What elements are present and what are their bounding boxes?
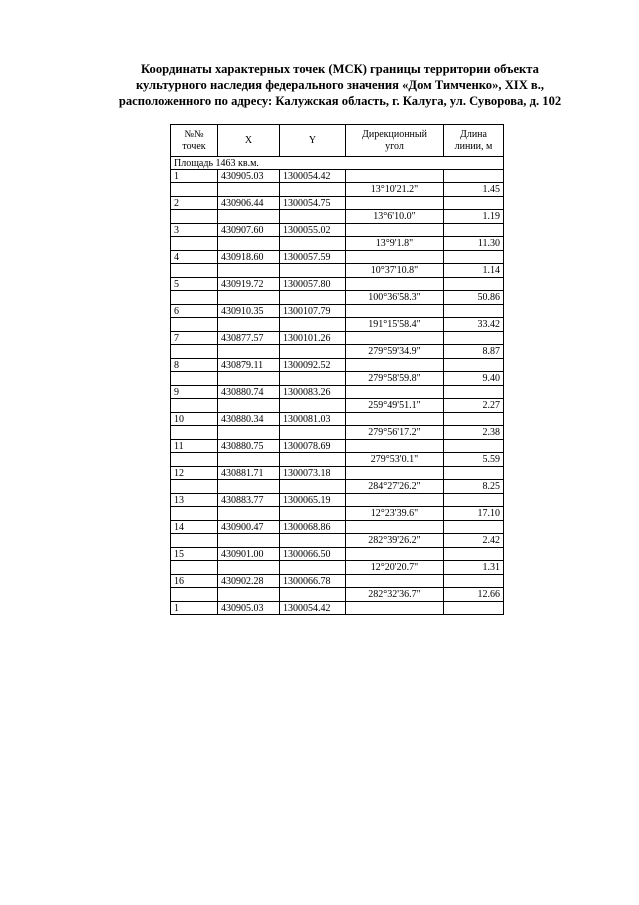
empty-cell — [218, 534, 280, 548]
segment-direction-angle: 279°53'0.1" — [346, 453, 444, 467]
segment-row — [171, 588, 504, 602]
point-number: 14 — [171, 521, 218, 534]
segment-row — [171, 480, 504, 494]
point-x: 430907.60 — [218, 224, 280, 237]
point-number: 15 — [171, 548, 218, 561]
point-y: 1300107.79 — [280, 305, 346, 318]
header-point-number-line1: №№ — [184, 128, 204, 140]
empty-cell — [346, 332, 444, 345]
segment-row — [171, 534, 504, 548]
segment-direction-angle: 13°10'21.2" — [346, 183, 444, 197]
empty-cell — [346, 494, 444, 507]
point-y: 1300068.86 — [280, 521, 346, 534]
empty-cell — [280, 534, 346, 548]
empty-cell — [171, 507, 218, 521]
segment-direction-angle: 282°32'36.7" — [346, 588, 444, 602]
point-row — [171, 386, 504, 399]
segment-length: 1.31 — [444, 561, 504, 575]
empty-cell — [280, 264, 346, 278]
empty-cell — [218, 507, 280, 521]
point-x: 430879.11 — [218, 359, 280, 372]
point-number: 12 — [171, 467, 218, 480]
point-number: 11 — [171, 440, 218, 453]
segment-length: 1.14 — [444, 264, 504, 278]
point-number: 6 — [171, 305, 218, 318]
point-y: 1300054.75 — [280, 197, 346, 210]
point-y: 1300083.26 — [280, 386, 346, 399]
empty-cell — [346, 575, 444, 588]
empty-cell — [280, 480, 346, 494]
empty-cell — [280, 426, 346, 440]
empty-cell — [280, 318, 346, 332]
table-header-row — [171, 125, 504, 157]
segment-row — [171, 291, 504, 305]
segment-row — [171, 345, 504, 359]
point-x: 430883.77 — [218, 494, 280, 507]
empty-cell — [280, 183, 346, 197]
segment-row — [171, 237, 504, 251]
point-number: 5 — [171, 278, 218, 291]
empty-cell — [346, 251, 444, 264]
coordinates-table — [170, 124, 504, 615]
empty-cell — [218, 210, 280, 224]
header-direction-angle — [346, 125, 444, 157]
header-angle-line2: угол — [385, 140, 404, 152]
empty-cell — [171, 237, 218, 251]
empty-cell — [171, 183, 218, 197]
empty-cell — [218, 372, 280, 386]
table-body — [171, 170, 504, 615]
empty-cell — [218, 318, 280, 332]
point-x: 430880.34 — [218, 413, 280, 426]
point-x: 430900.47 — [218, 521, 280, 534]
header-x: X — [218, 125, 280, 157]
point-y: 1300065.19 — [280, 494, 346, 507]
point-row — [171, 548, 504, 561]
empty-cell — [171, 291, 218, 305]
point-x: 430906.44 — [218, 197, 280, 210]
point-x: 430881.71 — [218, 467, 280, 480]
segment-direction-angle: 284°27'26.2" — [346, 480, 444, 494]
header-length-line2: линии, м — [454, 140, 493, 152]
point-number: 8 — [171, 359, 218, 372]
segment-length: 5.59 — [444, 453, 504, 467]
empty-cell — [280, 210, 346, 224]
point-row — [171, 224, 504, 237]
header-length-line1: Длина — [460, 128, 487, 140]
point-number: 4 — [171, 251, 218, 264]
segment-direction-angle: 259°49'51.1" — [346, 399, 444, 413]
header-line-length — [444, 125, 504, 157]
empty-cell — [218, 237, 280, 251]
area-row — [171, 157, 504, 170]
segment-row — [171, 399, 504, 413]
empty-cell — [444, 521, 504, 534]
empty-cell — [444, 170, 504, 183]
point-y: 1300073.18 — [280, 467, 346, 480]
empty-cell — [171, 345, 218, 359]
empty-cell — [346, 170, 444, 183]
empty-cell — [218, 453, 280, 467]
empty-cell — [218, 426, 280, 440]
empty-cell — [444, 251, 504, 264]
point-x: 430901.00 — [218, 548, 280, 561]
empty-cell — [171, 453, 218, 467]
empty-cell — [346, 224, 444, 237]
empty-cell — [346, 521, 444, 534]
segment-direction-angle: 13°9'1.8" — [346, 237, 444, 251]
title-line-3: расположенного по адресу: Калужская область, г. Калуга, ул. Суворова, д. 102 — [118, 94, 562, 108]
segment-direction-angle: 279°58'59.8" — [346, 372, 444, 386]
empty-cell — [280, 588, 346, 602]
point-row — [171, 521, 504, 534]
segment-length: 8.87 — [444, 345, 504, 359]
empty-cell — [171, 426, 218, 440]
point-row — [171, 197, 504, 210]
empty-cell — [280, 372, 346, 386]
segment-length: 11.30 — [444, 237, 504, 251]
segment-row — [171, 561, 504, 575]
segment-row — [171, 210, 504, 224]
empty-cell — [218, 345, 280, 359]
segment-direction-angle: 282°39'26.2" — [346, 534, 444, 548]
segment-row — [171, 318, 504, 332]
segment-direction-angle: 279°59'34.9" — [346, 345, 444, 359]
point-y: 1300054.42 — [280, 602, 346, 615]
point-row — [171, 602, 504, 615]
empty-cell — [280, 453, 346, 467]
header-point-number-line2: точек — [182, 140, 206, 152]
point-y: 1300066.78 — [280, 575, 346, 588]
empty-cell — [280, 561, 346, 575]
empty-cell — [218, 183, 280, 197]
empty-cell — [444, 278, 504, 291]
empty-cell — [346, 413, 444, 426]
segment-row — [171, 426, 504, 440]
empty-cell — [171, 534, 218, 548]
point-x: 430905.03 — [218, 602, 280, 615]
segment-direction-angle: 100°36'58.3" — [346, 291, 444, 305]
segment-length: 17.10 — [444, 507, 504, 521]
empty-cell — [280, 345, 346, 359]
header-y: Y — [280, 125, 346, 157]
empty-cell — [444, 602, 504, 615]
empty-cell — [171, 372, 218, 386]
segment-direction-angle: 12°20'20.7" — [346, 561, 444, 575]
empty-cell — [444, 224, 504, 237]
segment-row — [171, 453, 504, 467]
point-y: 1300057.59 — [280, 251, 346, 264]
empty-cell — [444, 197, 504, 210]
point-row — [171, 413, 504, 426]
point-y: 1300054.42 — [280, 170, 346, 183]
segment-length: 12.66 — [444, 588, 504, 602]
empty-cell — [171, 480, 218, 494]
empty-cell — [218, 399, 280, 413]
empty-cell — [444, 332, 504, 345]
point-x: 430919.72 — [218, 278, 280, 291]
empty-cell — [280, 399, 346, 413]
empty-cell — [346, 440, 444, 453]
segment-length: 2.27 — [444, 399, 504, 413]
segment-length: 50.86 — [444, 291, 504, 305]
point-y: 1300078.69 — [280, 440, 346, 453]
empty-cell — [218, 291, 280, 305]
empty-cell — [280, 291, 346, 305]
point-row — [171, 332, 504, 345]
empty-cell — [444, 440, 504, 453]
empty-cell — [444, 467, 504, 480]
point-x: 430905.03 — [218, 170, 280, 183]
document-title — [80, 61, 600, 109]
empty-cell — [444, 386, 504, 399]
segment-direction-angle: 191°15'58.4" — [346, 318, 444, 332]
segment-length: 33.42 — [444, 318, 504, 332]
point-number: 2 — [171, 197, 218, 210]
segment-length: 2.38 — [444, 426, 504, 440]
empty-cell — [171, 561, 218, 575]
point-x: 430880.74 — [218, 386, 280, 399]
point-number: 7 — [171, 332, 218, 345]
point-y: 1300101.26 — [280, 332, 346, 345]
empty-cell — [444, 413, 504, 426]
empty-cell — [444, 575, 504, 588]
empty-cell — [218, 588, 280, 602]
empty-cell — [171, 318, 218, 332]
empty-cell — [346, 548, 444, 561]
point-y: 1300055.02 — [280, 224, 346, 237]
segment-length: 9.40 — [444, 372, 504, 386]
point-x: 430880.75 — [218, 440, 280, 453]
empty-cell — [346, 359, 444, 372]
point-row — [171, 251, 504, 264]
point-number: 13 — [171, 494, 218, 507]
point-number: 1 — [171, 170, 218, 183]
empty-cell — [444, 305, 504, 318]
point-row — [171, 278, 504, 291]
empty-cell — [346, 197, 444, 210]
point-y: 1300081.03 — [280, 413, 346, 426]
point-row — [171, 575, 504, 588]
point-row — [171, 440, 504, 453]
empty-cell — [218, 480, 280, 494]
point-number: 3 — [171, 224, 218, 237]
point-x: 430877.57 — [218, 332, 280, 345]
empty-cell — [444, 548, 504, 561]
title-line-2: культурного наследия федерального значения «Дом Тимченко», XIX в., — [135, 78, 545, 92]
point-number: 1 — [171, 602, 218, 615]
segment-row — [171, 372, 504, 386]
point-row — [171, 170, 504, 183]
empty-cell — [346, 278, 444, 291]
point-y: 1300066.50 — [280, 548, 346, 561]
empty-cell — [218, 264, 280, 278]
area-label: Площадь 1463 кв.м. — [171, 157, 504, 170]
empty-cell — [280, 507, 346, 521]
point-x: 430918.60 — [218, 251, 280, 264]
empty-cell — [171, 264, 218, 278]
segment-length: 1.19 — [444, 210, 504, 224]
segment-row — [171, 264, 504, 278]
segment-direction-angle: 13°6'10.0" — [346, 210, 444, 224]
point-number: 10 — [171, 413, 218, 426]
empty-cell — [171, 588, 218, 602]
empty-cell — [444, 494, 504, 507]
point-y: 1300057.80 — [280, 278, 346, 291]
point-row — [171, 494, 504, 507]
empty-cell — [171, 399, 218, 413]
title-line-1: Координаты характерных точек (МСК) границы территории объекта — [141, 62, 539, 76]
segment-length: 8.25 — [444, 480, 504, 494]
header-angle-line1: Дирекционный — [362, 128, 427, 140]
point-x: 430902.28 — [218, 575, 280, 588]
point-number: 9 — [171, 386, 218, 399]
empty-cell — [444, 359, 504, 372]
segment-row — [171, 183, 504, 197]
empty-cell — [346, 467, 444, 480]
header-point-number — [171, 125, 218, 157]
point-row — [171, 467, 504, 480]
point-row — [171, 305, 504, 318]
empty-cell — [171, 210, 218, 224]
empty-cell — [346, 386, 444, 399]
empty-cell — [346, 602, 444, 615]
point-row — [171, 359, 504, 372]
empty-cell — [346, 305, 444, 318]
segment-direction-angle: 12°23'39.6" — [346, 507, 444, 521]
empty-cell — [218, 561, 280, 575]
segment-row — [171, 507, 504, 521]
segment-length: 1.45 — [444, 183, 504, 197]
point-y: 1300092.52 — [280, 359, 346, 372]
point-x: 430910.35 — [218, 305, 280, 318]
segment-length: 2.42 — [444, 534, 504, 548]
segment-direction-angle: 10°37'10.8" — [346, 264, 444, 278]
point-number: 16 — [171, 575, 218, 588]
segment-direction-angle: 279°56'17.2" — [346, 426, 444, 440]
empty-cell — [280, 237, 346, 251]
